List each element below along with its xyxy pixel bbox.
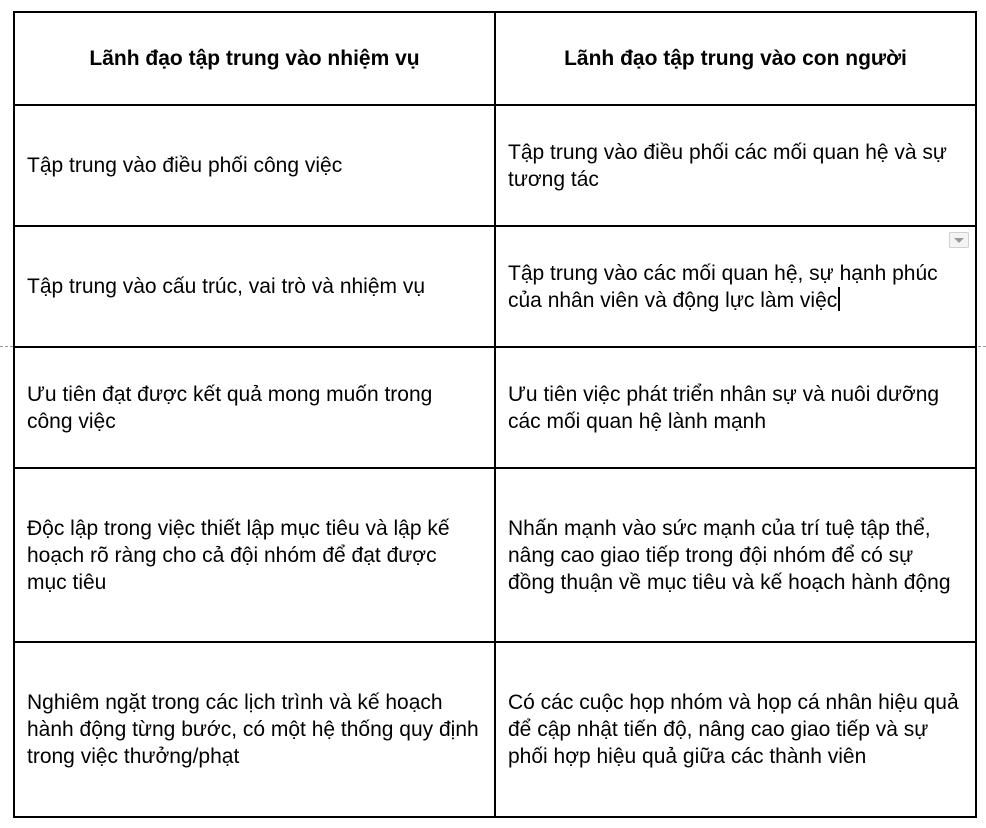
table-cell[interactable]: Tập trung vào cấu trúc, vai trò và nhiệm vụ — [14, 226, 495, 347]
table-cell[interactable]: Tập trung vào điều phối công việc — [14, 105, 495, 226]
table-cell[interactable]: Nhấn mạnh vào sức mạnh của trí tuệ tập thể, nâng cao giao tiếp trong đội nhóm để có sự đồng thuận về mục tiêu và kế hoạch hành động — [495, 468, 976, 642]
table-row — [14, 642, 976, 817]
text-cursor — [838, 287, 840, 311]
table-header-row — [14, 12, 976, 105]
chevron-down-icon[interactable] — [949, 232, 969, 248]
table-cell[interactable]: Nghiêm ngặt trong các lịch trình và kế hoạch hành động từng bước, có một hệ thống quy định trong việc thưởng/phạt — [14, 642, 495, 817]
header-people-focused[interactable]: Lãnh đạo tập trung vào con người — [495, 12, 976, 105]
table-cell[interactable]: Ưu tiên đạt được kết quả mong muốn trong công việc — [14, 347, 495, 468]
table-cell-active[interactable]: Tập trung vào các mối quan hệ, sự hạnh phúc của nhân viên và động lực làm việc — [495, 226, 976, 347]
table-cell[interactable]: Độc lập trong việc thiết lập mục tiêu và lập kế hoạch rõ ràng cho cả đội nhóm để đạt được mục tiêu — [14, 468, 495, 642]
table-row — [14, 468, 976, 642]
table-cell[interactable]: Tập trung vào điều phối các mối quan hệ và sự tương tác — [495, 105, 976, 226]
comparison-table — [13, 11, 977, 818]
table-row — [14, 226, 976, 347]
table-row — [14, 347, 976, 468]
table-cell[interactable]: Ưu tiên việc phát triển nhân sự và nuôi dưỡng các mối quan hệ lành mạnh — [495, 347, 976, 468]
table-cell[interactable]: Có các cuộc họp nhóm và họp cá nhân hiệu quả để cập nhật tiến độ, nâng cao giao tiếp và sự phối hợp hiệu quả giữa các thành viên — [495, 642, 976, 817]
table-row — [14, 105, 976, 226]
header-task-focused[interactable]: Lãnh đạo tập trung vào nhiệm vụ — [14, 12, 495, 105]
